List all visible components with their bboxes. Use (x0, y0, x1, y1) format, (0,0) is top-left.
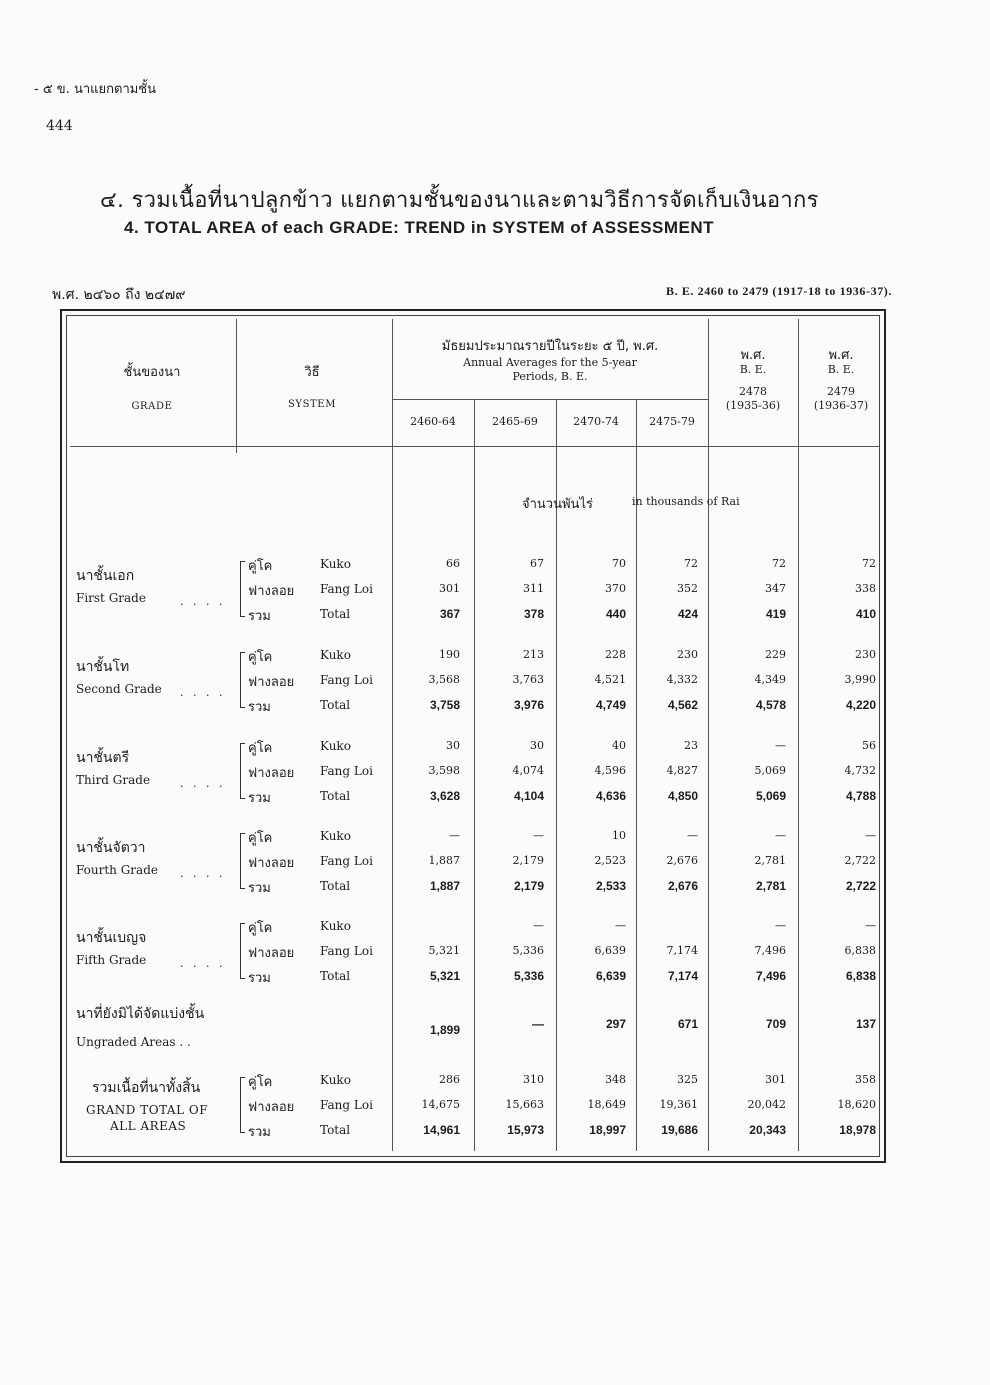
grade-2-fang-value: 4,332 (666, 673, 698, 686)
ungraded-value: 1,899 (429, 1023, 460, 1037)
grade-2-fang-value: 4,521 (594, 673, 626, 686)
grade-4-fang-value: 1,887 (428, 854, 460, 867)
grade-4-total-value: 2,179 (513, 879, 544, 893)
divider (70, 446, 880, 447)
grade-2-total-value: 4,562 (667, 698, 698, 712)
grade-name-thai: นาชั้นตรี (76, 750, 130, 766)
grand-total-fang-value: 18,620 (837, 1098, 876, 1111)
grade-2-fang-value: 3,763 (512, 673, 544, 686)
grand-total-fang-value: 18,649 (587, 1098, 626, 1111)
grand-total-english-2: ALL AREAS (110, 1119, 187, 1133)
grade-2-kuko-value: 228 (605, 648, 626, 661)
grand-total-kuko-value: 301 (765, 1073, 786, 1086)
grade-5-fang-value: 5,336 (512, 944, 544, 957)
divider (236, 319, 237, 453)
grade-name-english: Fourth Grade (76, 863, 158, 877)
system-brace (240, 833, 245, 889)
system-label-thai: รวม (248, 700, 271, 715)
system-label-english: Total (320, 607, 351, 621)
grade-4-fang-value: 2,179 (512, 854, 544, 867)
grade-5-kuko-value: — (533, 919, 544, 932)
grade-3-total-value: 3,628 (429, 789, 460, 803)
system-label-english: Total (320, 698, 351, 712)
system-label-english: Kuko (320, 1073, 351, 1087)
ungraded-value: 137 (855, 1017, 876, 1031)
unit-label-english: in thousands of Rai (632, 495, 740, 508)
system-label-english: Total (320, 789, 351, 803)
grade-1-total-value: 410 (855, 607, 876, 621)
system-label-thai: คู่โค (248, 559, 273, 574)
grade-4-kuko-value: — (865, 829, 876, 842)
system-label-english: Fang Loi (320, 854, 373, 868)
system-label-thai: คู่โค (248, 741, 273, 756)
grade-5-fang-value: 6,838 (844, 944, 876, 957)
grade-3-kuko-value: 30 (530, 739, 544, 752)
grade-3-kuko-value: 56 (862, 739, 876, 752)
system-label-english: Kuko (320, 648, 351, 662)
leader-dots: . . . . (180, 595, 226, 608)
system-label-english: Total (320, 1123, 351, 1137)
system-label-english: Fang Loi (320, 582, 373, 596)
grade-1-fang-value: 338 (855, 582, 876, 595)
be-2479-english: B. E. (827, 363, 855, 376)
statistics-table (60, 309, 886, 1163)
system-brace (240, 561, 245, 617)
grade-1-kuko-value: 72 (772, 557, 786, 570)
grade-3-total-value: 4,636 (595, 789, 626, 803)
system-label-english: Fang Loi (320, 764, 373, 778)
be-2478-english: B. E. (739, 363, 767, 376)
be-2479-year: 2479 (827, 385, 855, 398)
system-brace (240, 923, 245, 979)
grade-name-thai: นาชั้นเอก (76, 568, 135, 584)
system-label-english: Fang Loi (320, 673, 373, 687)
grade-4-kuko-value: — (775, 829, 786, 842)
grade-1-total-value: 440 (605, 607, 626, 621)
grade-2-kuko-value: 190 (439, 648, 460, 661)
system-label-english: Kuko (320, 739, 351, 753)
ungraded-value: 671 (677, 1017, 698, 1031)
averages-header-thai: มัธยมประมาณรายปีในระยะ ๕ ปี, พ.ศ. (441, 339, 659, 354)
grand-total-kuko-value: 348 (605, 1073, 626, 1086)
system-label-thai: ฟางลอย (248, 766, 295, 781)
grade-1-fang-value: 311 (523, 582, 544, 595)
grade-1-total-value: 367 (439, 607, 460, 621)
grade-1-total-value: 378 (523, 607, 544, 621)
grade-name-thai: นาชั้นโท (76, 659, 130, 675)
grade-4-fang-value: 2,676 (666, 854, 698, 867)
grand-total-fang-value: 15,663 (505, 1098, 544, 1111)
system-brace (240, 1077, 245, 1133)
grade-3-fang-value: 4,827 (666, 764, 698, 777)
grand-total-fang-value: 14,675 (421, 1098, 460, 1111)
grade-2-kuko-value: 230 (855, 648, 876, 661)
leader-dots: . . . . (180, 686, 226, 699)
grade-2-total-value: 4,749 (595, 698, 626, 712)
grade-5-total-value: 5,321 (429, 969, 460, 983)
ungraded-value: — (532, 1017, 544, 1031)
grade-1-fang-value: 352 (677, 582, 698, 595)
grand-total-kuko-value: 325 (677, 1073, 698, 1086)
grade-5-total-value: 7,174 (667, 969, 698, 983)
grade-5-fang-value: 5,321 (428, 944, 460, 957)
unit-label-thai: จำนวนพันไร่ (522, 497, 593, 512)
grade-4-kuko-value: — (449, 829, 460, 842)
grade-3-kuko-value: 40 (612, 739, 626, 752)
grade-4-total-value: 2,533 (595, 879, 626, 893)
grade-1-kuko-value: 66 (446, 557, 460, 570)
grade-3-fang-value: 5,069 (754, 764, 786, 777)
system-label-english: Total (320, 879, 351, 893)
grade-4-kuko-value: 10 (612, 829, 626, 842)
grand-total-kuko-value: 358 (855, 1073, 876, 1086)
system-label-thai: ฟางลอย (248, 584, 295, 599)
grade-2-total-value: 3,758 (429, 698, 460, 712)
system-label-english: Total (320, 969, 351, 983)
grand-total-total-value: 20,343 (749, 1123, 786, 1137)
leader-dots: . . . . (180, 777, 226, 790)
grand-total-total-value: 18,978 (839, 1123, 876, 1137)
system-label-thai: รวม (248, 609, 271, 624)
grade-5-fang-value: 7,174 (666, 944, 698, 957)
grand-total-total-value: 19,686 (661, 1123, 698, 1137)
period-col-3: 2470-74 (573, 415, 619, 428)
grade-1-kuko-value: 70 (612, 557, 626, 570)
system-header-english: SYSTEM (287, 399, 337, 410)
grade-2-total-value: 4,220 (845, 698, 876, 712)
grand-total-total-value: 18,997 (589, 1123, 626, 1137)
be-2478-thai: พ.ศ. (740, 348, 766, 363)
grand-total-total-value: 14,961 (423, 1123, 460, 1137)
period-col-2: 2465-69 (492, 415, 538, 428)
system-label-thai: คู่โค (248, 921, 273, 936)
divider (798, 319, 799, 1151)
system-brace (240, 743, 245, 799)
grade-3-kuko-value: 30 (446, 739, 460, 752)
grade-5-kuko-value: — (775, 919, 786, 932)
system-label-english: Kuko (320, 557, 351, 571)
grade-3-total-value: 4,850 (667, 789, 698, 803)
system-label-thai: รวม (248, 791, 271, 806)
divider (708, 319, 709, 1151)
grand-total-kuko-value: 310 (523, 1073, 544, 1086)
system-label-english: Fang Loi (320, 1098, 373, 1112)
running-head: - ๕ ข. นาแยกตามชั้น (34, 82, 157, 97)
grade-2-kuko-value: 229 (765, 648, 786, 661)
grade-3-fang-value: 3,598 (428, 764, 460, 777)
grade-2-fang-value: 4,349 (754, 673, 786, 686)
ungraded-value: 297 (605, 1017, 626, 1031)
grade-2-fang-value: 3,990 (844, 673, 876, 686)
grade-name-english: Third Grade (76, 773, 151, 787)
grand-total-total-value: 15,973 (507, 1123, 544, 1137)
grade-1-fang-value: 370 (605, 582, 626, 595)
grade-name-english: Second Grade (76, 682, 162, 696)
grade-4-total-value: 2,781 (755, 879, 786, 893)
system-label-thai: รวม (248, 1125, 271, 1140)
grade-2-kuko-value: 213 (523, 648, 544, 661)
grade-1-total-value: 424 (677, 607, 698, 621)
page-number: 444 (46, 118, 73, 134)
grade-header-thai: ชั้นของนา (123, 365, 181, 380)
system-label-thai: คู่โค (248, 650, 273, 665)
grade-name-english: Fifth Grade (76, 953, 147, 967)
grade-3-total-value: 5,069 (755, 789, 786, 803)
grade-4-kuko-value: — (533, 829, 544, 842)
grade-5-total-value: 7,496 (755, 969, 786, 983)
grade-3-fang-value: 4,732 (844, 764, 876, 777)
ungraded-value: 709 (765, 1017, 786, 1031)
divider (392, 399, 708, 400)
grade-4-kuko-value: — (687, 829, 698, 842)
system-label-thai: คู่โค (248, 831, 273, 846)
title-english: 4. TOTAL AREA of each GRADE: TREND in SYSTEM of ASSESSMENT (124, 218, 715, 237)
grade-5-fang-value: 6,639 (594, 944, 626, 957)
be-2479-span: (1936-37) (813, 399, 869, 412)
grade-3-total-value: 4,104 (513, 789, 544, 803)
averages-header-english-2: Periods, B. E. (512, 370, 588, 383)
period-english: B. E. 2460 to 2479 (1917-18 to 1936-37). (666, 284, 892, 298)
grade-5-total-value: 6,639 (595, 969, 626, 983)
grade-5-kuko-value: — (615, 919, 626, 932)
grade-3-kuko-value: — (775, 739, 786, 752)
grade-4-total-value: 2,676 (667, 879, 698, 893)
system-brace (240, 652, 245, 708)
grade-5-fang-value: 7,496 (754, 944, 786, 957)
grade-1-kuko-value: 72 (862, 557, 876, 570)
grade-2-fang-value: 3,568 (428, 673, 460, 686)
period-thai: พ.ศ. ๒๔๖๐ ถึง ๒๔๗๙ (52, 287, 186, 303)
system-label-thai: รวม (248, 881, 271, 896)
grade-4-fang-value: 2,781 (754, 854, 786, 867)
system-label-english: Kuko (320, 829, 351, 843)
grade-3-fang-value: 4,074 (512, 764, 544, 777)
grade-3-kuko-value: 23 (684, 739, 698, 752)
grade-name-thai: นาชั้นจัตวา (76, 840, 146, 856)
ungraded-name-thai: นาที่ยังมิได้จัดแบ่งชั้น (76, 1006, 205, 1022)
title-thai: ๔. รวมเนื้อที่นาปลูกข้าว แยกตามชั้นของนาและตามวิธีการจัดเก็บเงินอากร (100, 188, 819, 213)
grade-2-kuko-value: 230 (677, 648, 698, 661)
grand-total-thai: รวมเนื้อที่นาทั้งสิ้น (92, 1080, 201, 1096)
system-label-thai: ฟางลอย (248, 946, 295, 961)
grade-1-fang-value: 301 (439, 582, 460, 595)
grade-name-english: First Grade (76, 591, 146, 605)
system-label-thai: ฟางลอย (248, 1100, 295, 1115)
period-col-1: 2460-64 (410, 415, 456, 428)
system-label-english: Fang Loi (320, 944, 373, 958)
grade-5-kuko-value: — (865, 919, 876, 932)
system-label-thai: รวม (248, 971, 271, 986)
grand-total-fang-value: 20,042 (747, 1098, 786, 1111)
system-header-thai: วิธี (304, 365, 320, 380)
system-label-english: Kuko (320, 919, 351, 933)
grade-4-total-value: 1,887 (429, 879, 460, 893)
grade-3-fang-value: 4,596 (594, 764, 626, 777)
grade-5-total-value: 6,838 (845, 969, 876, 983)
be-2479-thai: พ.ศ. (828, 348, 854, 363)
grade-4-fang-value: 2,523 (594, 854, 626, 867)
grade-1-kuko-value: 72 (684, 557, 698, 570)
leader-dots: . . . . (180, 867, 226, 880)
be-2478-year: 2478 (739, 385, 767, 398)
grade-3-total-value: 4,788 (845, 789, 876, 803)
leader-dots: . . . . (180, 957, 226, 970)
averages-header-english-1: Annual Averages for the 5-year (463, 356, 637, 369)
grade-header-english: GRADE (131, 401, 173, 412)
grade-1-kuko-value: 67 (530, 557, 544, 570)
grand-total-kuko-value: 286 (439, 1073, 460, 1086)
system-label-thai: คู่โค (248, 1075, 273, 1090)
grade-2-total-value: 3,976 (513, 698, 544, 712)
grand-total-english-1: GRAND TOTAL OF (86, 1103, 209, 1117)
grand-total-fang-value: 19,361 (659, 1098, 698, 1111)
grade-2-total-value: 4,578 (755, 698, 786, 712)
grade-1-fang-value: 347 (765, 582, 786, 595)
grade-1-total-value: 419 (765, 607, 786, 621)
grade-name-thai: นาชั้นเบญจ (76, 930, 147, 946)
ungraded-name-english: Ungraded Areas . . (76, 1035, 191, 1049)
grade-5-total-value: 5,336 (513, 969, 544, 983)
period-col-4: 2475-79 (649, 415, 695, 428)
grade-4-fang-value: 2,722 (844, 854, 876, 867)
be-2478-span: (1935-36) (725, 399, 781, 412)
system-label-thai: ฟางลอย (248, 856, 295, 871)
system-label-thai: ฟางลอย (248, 675, 295, 690)
grade-4-total-value: 2,722 (845, 879, 876, 893)
